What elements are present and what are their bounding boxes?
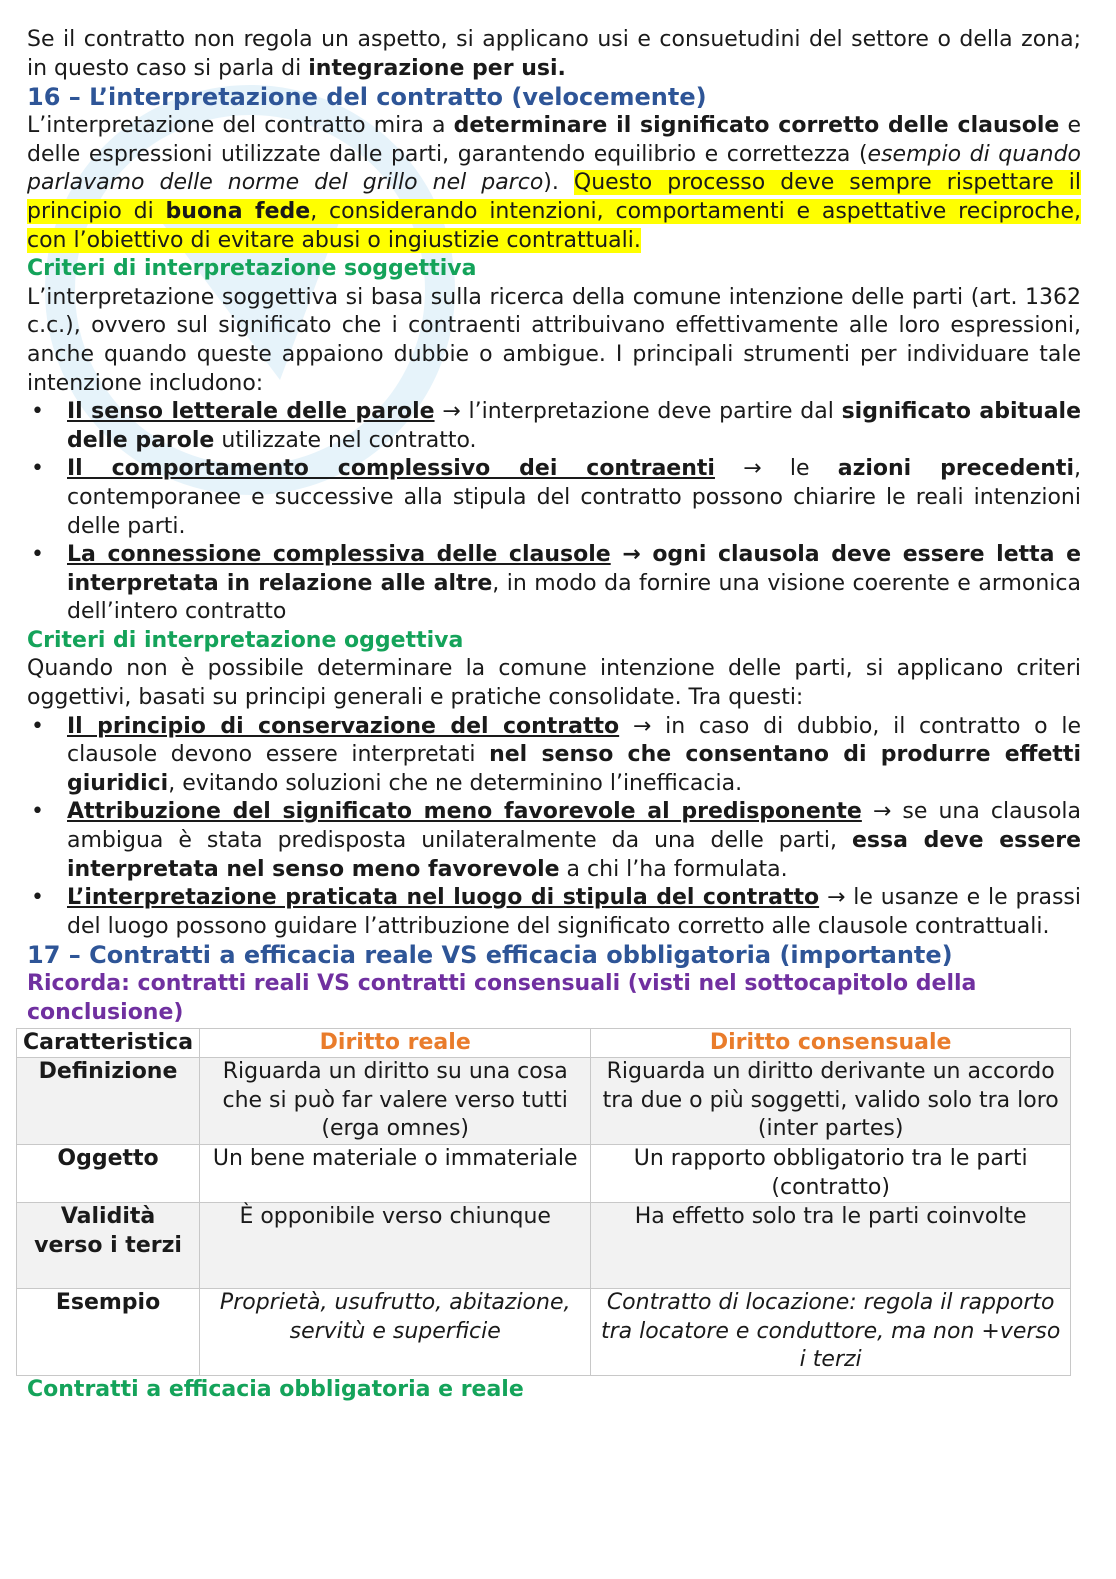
highlighted-text: Questo processo deve sempre rispettare il principio di buona fede, considerando intenzioni, comportamenti e aspettative reciproche, con l’obiettivo di evitare abusi o ingiustizie contrattuali. — [27, 170, 1082, 253]
soggettiva-heading: Criteri di interpretazione soggettiva — [27, 256, 477, 282]
section-16-title: 16 – L’interpretazione del contratto (velocemente) — [27, 83, 707, 112]
list-item: • Il senso letterale delle parole → l’interpretazione deve partire dal significato abituale delle parole utilizzate nel contratto. — [67, 398, 1081, 455]
table-cell: Esempio — [17, 1289, 200, 1376]
intro-paragraph: Se il contratto non regola un aspetto, si applicano usi e consuetudini del settore o della zona; in questo caso si parla di integrazione per usi. — [27, 27, 1081, 81]
comparison-table — [16, 1028, 1071, 1376]
table-cell: Contratto di locazione: regola il rapporto tra locatore e conduttore, ma non +verso i terzi — [591, 1289, 1071, 1376]
section-16-paragraph: L’interpretazione del contratto mira a determinare il significato corretto delle clausole e delle espressioni utilizzate dalle parti, garantendo equilibrio e correttezza (esempio di quando parlavamo delle norme del grillo nel parco). Questo processo deve sempre rispettare il principio di buona fede, considerando intenzioni, comportamenti e aspettative reciproche, con l’obiettivo di evitare abusi o ingiustizie contrattuali. — [27, 113, 1082, 253]
section-17-title: 17 – Contratti a efficacia reale VS efficacia obbligatoria (importante) — [27, 941, 953, 970]
soggettiva-list — [27, 398, 1081, 627]
table-cell: Riguarda un diritto derivante un accordo tra due o più soggetti, valido solo tra loro (inter partes) — [591, 1058, 1071, 1145]
table-cell: Ha effetto solo tra le parti coinvolte — [591, 1203, 1071, 1289]
table-cell: È opponibile verso chiunque — [200, 1203, 591, 1289]
table-cell: Riguarda un diritto su una cosa che si può far valere verso tutti (erga omnes) — [200, 1058, 591, 1145]
table-cell: Proprietà, usufrutto, abitazione, servitù e superficie — [200, 1289, 591, 1376]
table-cell: Oggetto — [17, 1144, 200, 1202]
table-header-cell: Diritto consensuale — [591, 1028, 1071, 1058]
table-row — [17, 1144, 1071, 1202]
table-header-cell: Diritto reale — [200, 1028, 591, 1058]
section-17-subtitle: Ricorda: contratti reali VS contratti consensuali (visti nel sottocapitolo della conclusione) — [27, 971, 977, 1025]
list-item: • Il principio di conservazione del contratto → in caso di dubbio, il contratto o le clausole devono essere interpretati nel senso che consentano di produrre effetti giuridici, evitando soluzioni che ne determinino l’inefficacia. — [67, 713, 1081, 799]
list-item: • La connessione complessiva delle clausole → ogni clausola deve essere letta e interpretata in relazione alle altre, in modo da fornire una visione coerente e armonica dell’intero contratto — [67, 541, 1081, 627]
table-cell: Definizione — [17, 1058, 200, 1145]
table-row — [17, 1203, 1071, 1289]
oggettiva-intro: Quando non è possibile determinare la comune intenzione delle parti, si applicano criteri oggettivi, basati su principi generali e pratiche consolidate. Tra questi: — [27, 656, 1081, 711]
document-page — [23, 26, 1082, 1405]
footer-heading: Contratti a efficacia obbligatoria e reale — [27, 1376, 524, 1402]
list-item: • L’interpretazione praticata nel luogo di stipula del contratto → le usanze e le prassi del luogo possono guidare l’attribuzione del significato corretto alle clausole contrattuali. — [67, 884, 1081, 941]
table-cell: Validità verso i terzi — [17, 1203, 200, 1289]
table-cell: Un rapporto obbligatorio tra le parti (contratto) — [591, 1144, 1071, 1202]
soggettiva-intro: L’interpretazione soggettiva si basa sulla ricerca della comune intenzione delle parti (art. 1362 c.c.), ovvero sul significato che i contraenti attribuivano effettivamente alle loro espressioni, anche quando queste appaiono dubbie o ambigue. I principali strumenti per individuare tale intenzione includono: — [27, 284, 1081, 396]
oggettiva-heading: Criteri di interpretazione oggettiva — [27, 627, 464, 653]
table-row — [17, 1058, 1071, 1145]
oggettiva-list — [27, 713, 1081, 942]
list-item: • Attribuzione del significato meno favorevole al predisponente → se una clausola ambigua è stata predisposta unilateralmente da una delle parti, essa deve essere interpretata nel senso meno favorevole a chi l’ha formulata. — [67, 798, 1081, 884]
table-header-row — [17, 1028, 1071, 1058]
table-cell: Un bene materiale o immateriale — [200, 1144, 591, 1202]
list-item: • Il comportamento complessivo dei contraenti → le azioni precedenti, contemporanee e successive alla stipula del contratto possono chiarire le reali intenzioni delle parti. — [67, 455, 1081, 541]
table-row — [17, 1289, 1071, 1376]
table-header-cell: Caratteristica — [17, 1028, 200, 1058]
